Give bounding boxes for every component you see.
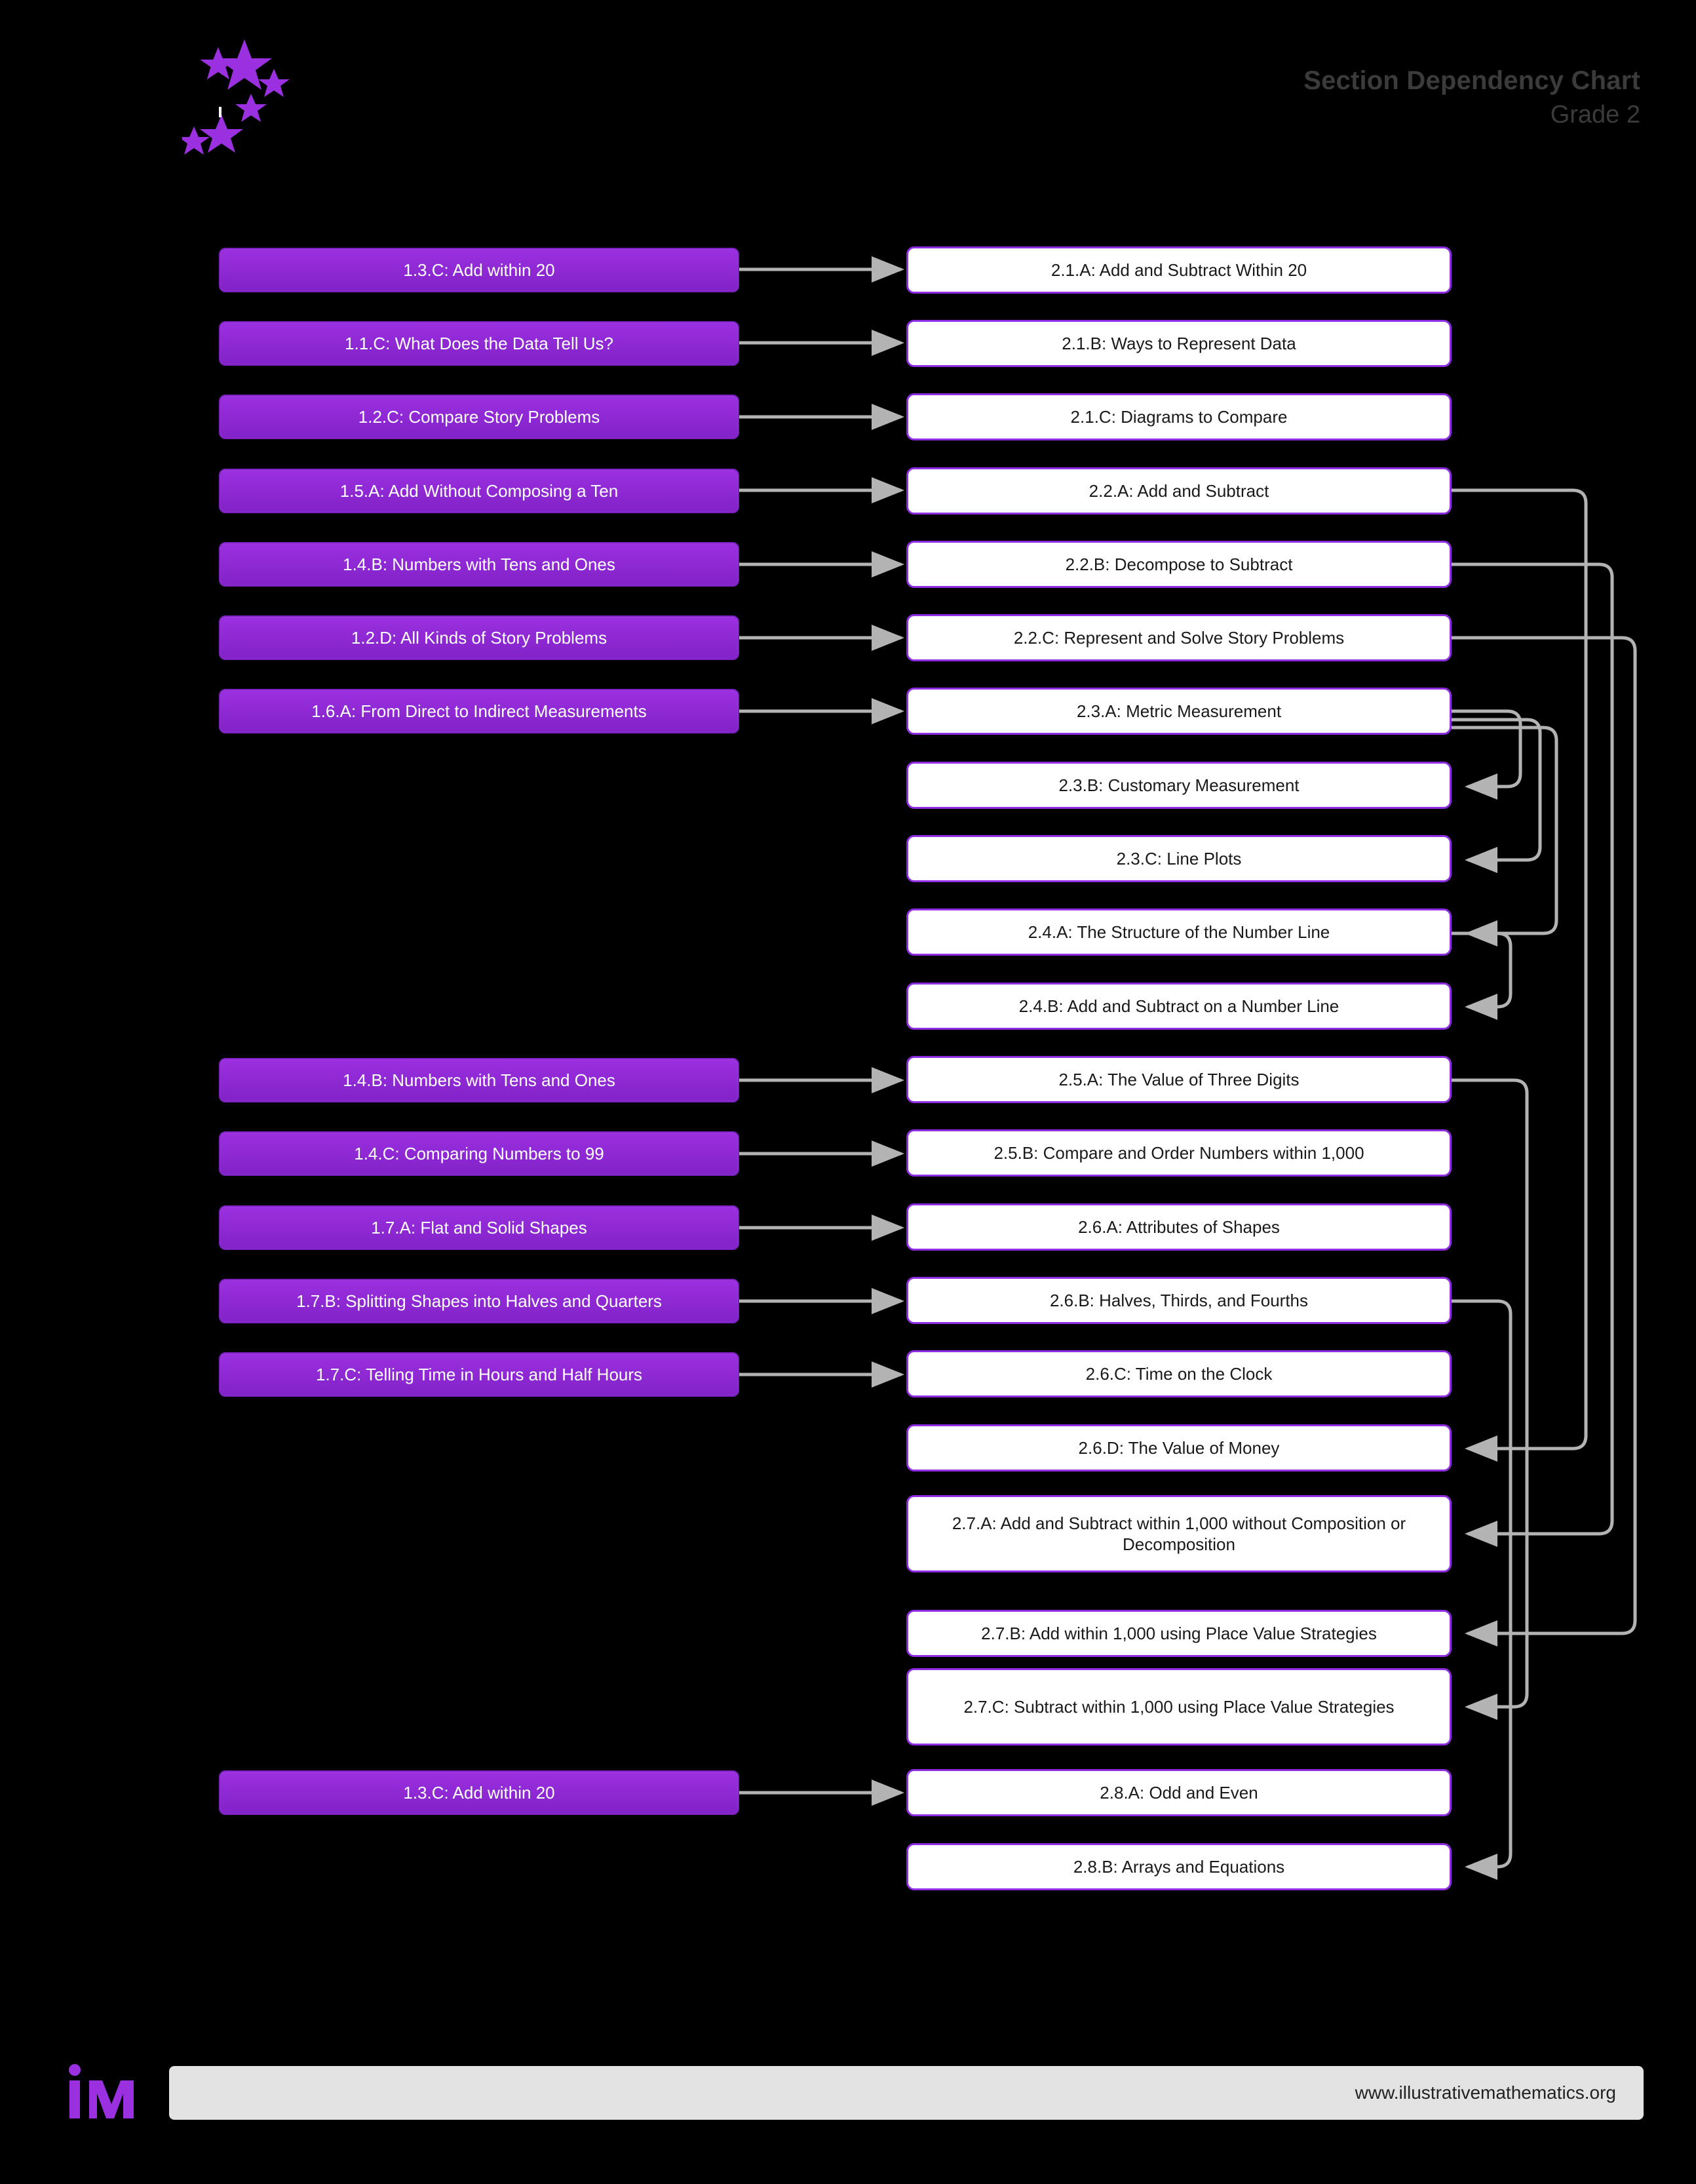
prereq-node[interactable]: 1.4.C: Comparing Numbers to 99 xyxy=(219,1131,739,1176)
prereq-node[interactable]: 1.5.A: Add Without Composing a Ten xyxy=(219,469,739,513)
footer-bar xyxy=(169,2066,1644,2120)
section-node[interactable]: 2.5.A: The Value of Three Digits xyxy=(906,1056,1452,1103)
section-node[interactable]: 2.7.A: Add and Subtract within 1,000 without Composition or Decomposition xyxy=(906,1495,1452,1572)
section-node[interactable]: 2.7.B: Add within 1,000 using Place Value Strategies xyxy=(906,1610,1452,1657)
section-node[interactable]: 2.6.D: The Value of Money xyxy=(906,1424,1452,1472)
section-node[interactable]: 2.5.B: Compare and Order Numbers within 1,000 xyxy=(906,1129,1452,1177)
prereq-node[interactable]: 1.6.A: From Direct to Indirect Measurements xyxy=(219,689,739,733)
section-node[interactable]: 2.6.B: Halves, Thirds, and Fourths xyxy=(906,1277,1452,1324)
website-url[interactable]: www.illustrativemathematics.org xyxy=(1355,2082,1616,2103)
section-node[interactable]: 2.7.C: Subtract within 1,000 using Place Value Strategies xyxy=(906,1668,1452,1745)
prereq-node[interactable]: 1.4.B: Numbers with Tens and Ones xyxy=(219,1058,739,1102)
prereq-node[interactable]: 1.3.C: Add within 20 xyxy=(219,248,739,292)
section-node[interactable]: 2.1.B: Ways to Represent Data xyxy=(906,320,1452,367)
section-node[interactable]: 2.2.A: Add and Subtract xyxy=(906,467,1452,515)
prereq-node[interactable]: 1.7.C: Telling Time in Hours and Half Hours xyxy=(219,1352,739,1397)
section-node[interactable]: 2.3.C: Line Plots xyxy=(906,835,1452,882)
section-node[interactable]: 2.8.B: Arrays and Equations xyxy=(906,1843,1452,1890)
section-node[interactable]: 2.1.A: Add and Subtract Within 20 xyxy=(906,246,1452,294)
section-node[interactable]: 2.4.B: Add and Subtract on a Number Line xyxy=(906,983,1452,1030)
prereq-node[interactable]: 1.2.D: All Kinds of Story Problems xyxy=(219,615,739,660)
section-node[interactable]: 2.3.B: Customary Measurement xyxy=(906,762,1452,809)
prereq-node[interactable]: 1.7.A: Flat and Solid Shapes xyxy=(219,1205,739,1250)
page-title: Section Dependency Chart xyxy=(1303,66,1640,95)
prereq-node[interactable]: 1.2.C: Compare Story Problems xyxy=(219,395,739,439)
section-node[interactable]: 2.6.A: Attributes of Shapes xyxy=(906,1203,1452,1251)
section-node[interactable]: 2.2.C: Represent and Solve Story Problems xyxy=(906,614,1452,661)
prereq-node[interactable]: 1.1.C: What Does the Data Tell Us? xyxy=(219,321,739,366)
prereq-node[interactable]: 1.4.B: Numbers with Tens and Ones xyxy=(219,542,739,587)
section-node[interactable]: 2.2.B: Decompose to Subtract xyxy=(906,541,1452,588)
section-node[interactable]: 2.6.C: Time on the Clock xyxy=(906,1350,1452,1397)
page-subtitle: Grade 2 xyxy=(1550,101,1640,128)
section-node[interactable]: 2.4.A: The Structure of the Number Line xyxy=(906,908,1452,956)
prereq-node[interactable]: 1.7.B: Splitting Shapes into Halves and Quarters xyxy=(219,1279,739,1323)
section-node[interactable]: 2.1.C: Diagrams to Compare xyxy=(906,393,1452,440)
section-node[interactable]: 2.3.A: Metric Measurement xyxy=(906,688,1452,735)
prereq-node[interactable]: 1.3.C: Add within 20 xyxy=(219,1770,739,1815)
im-logo-icon xyxy=(66,2063,157,2126)
section-node[interactable]: 2.8.A: Odd and Even xyxy=(906,1769,1452,1816)
